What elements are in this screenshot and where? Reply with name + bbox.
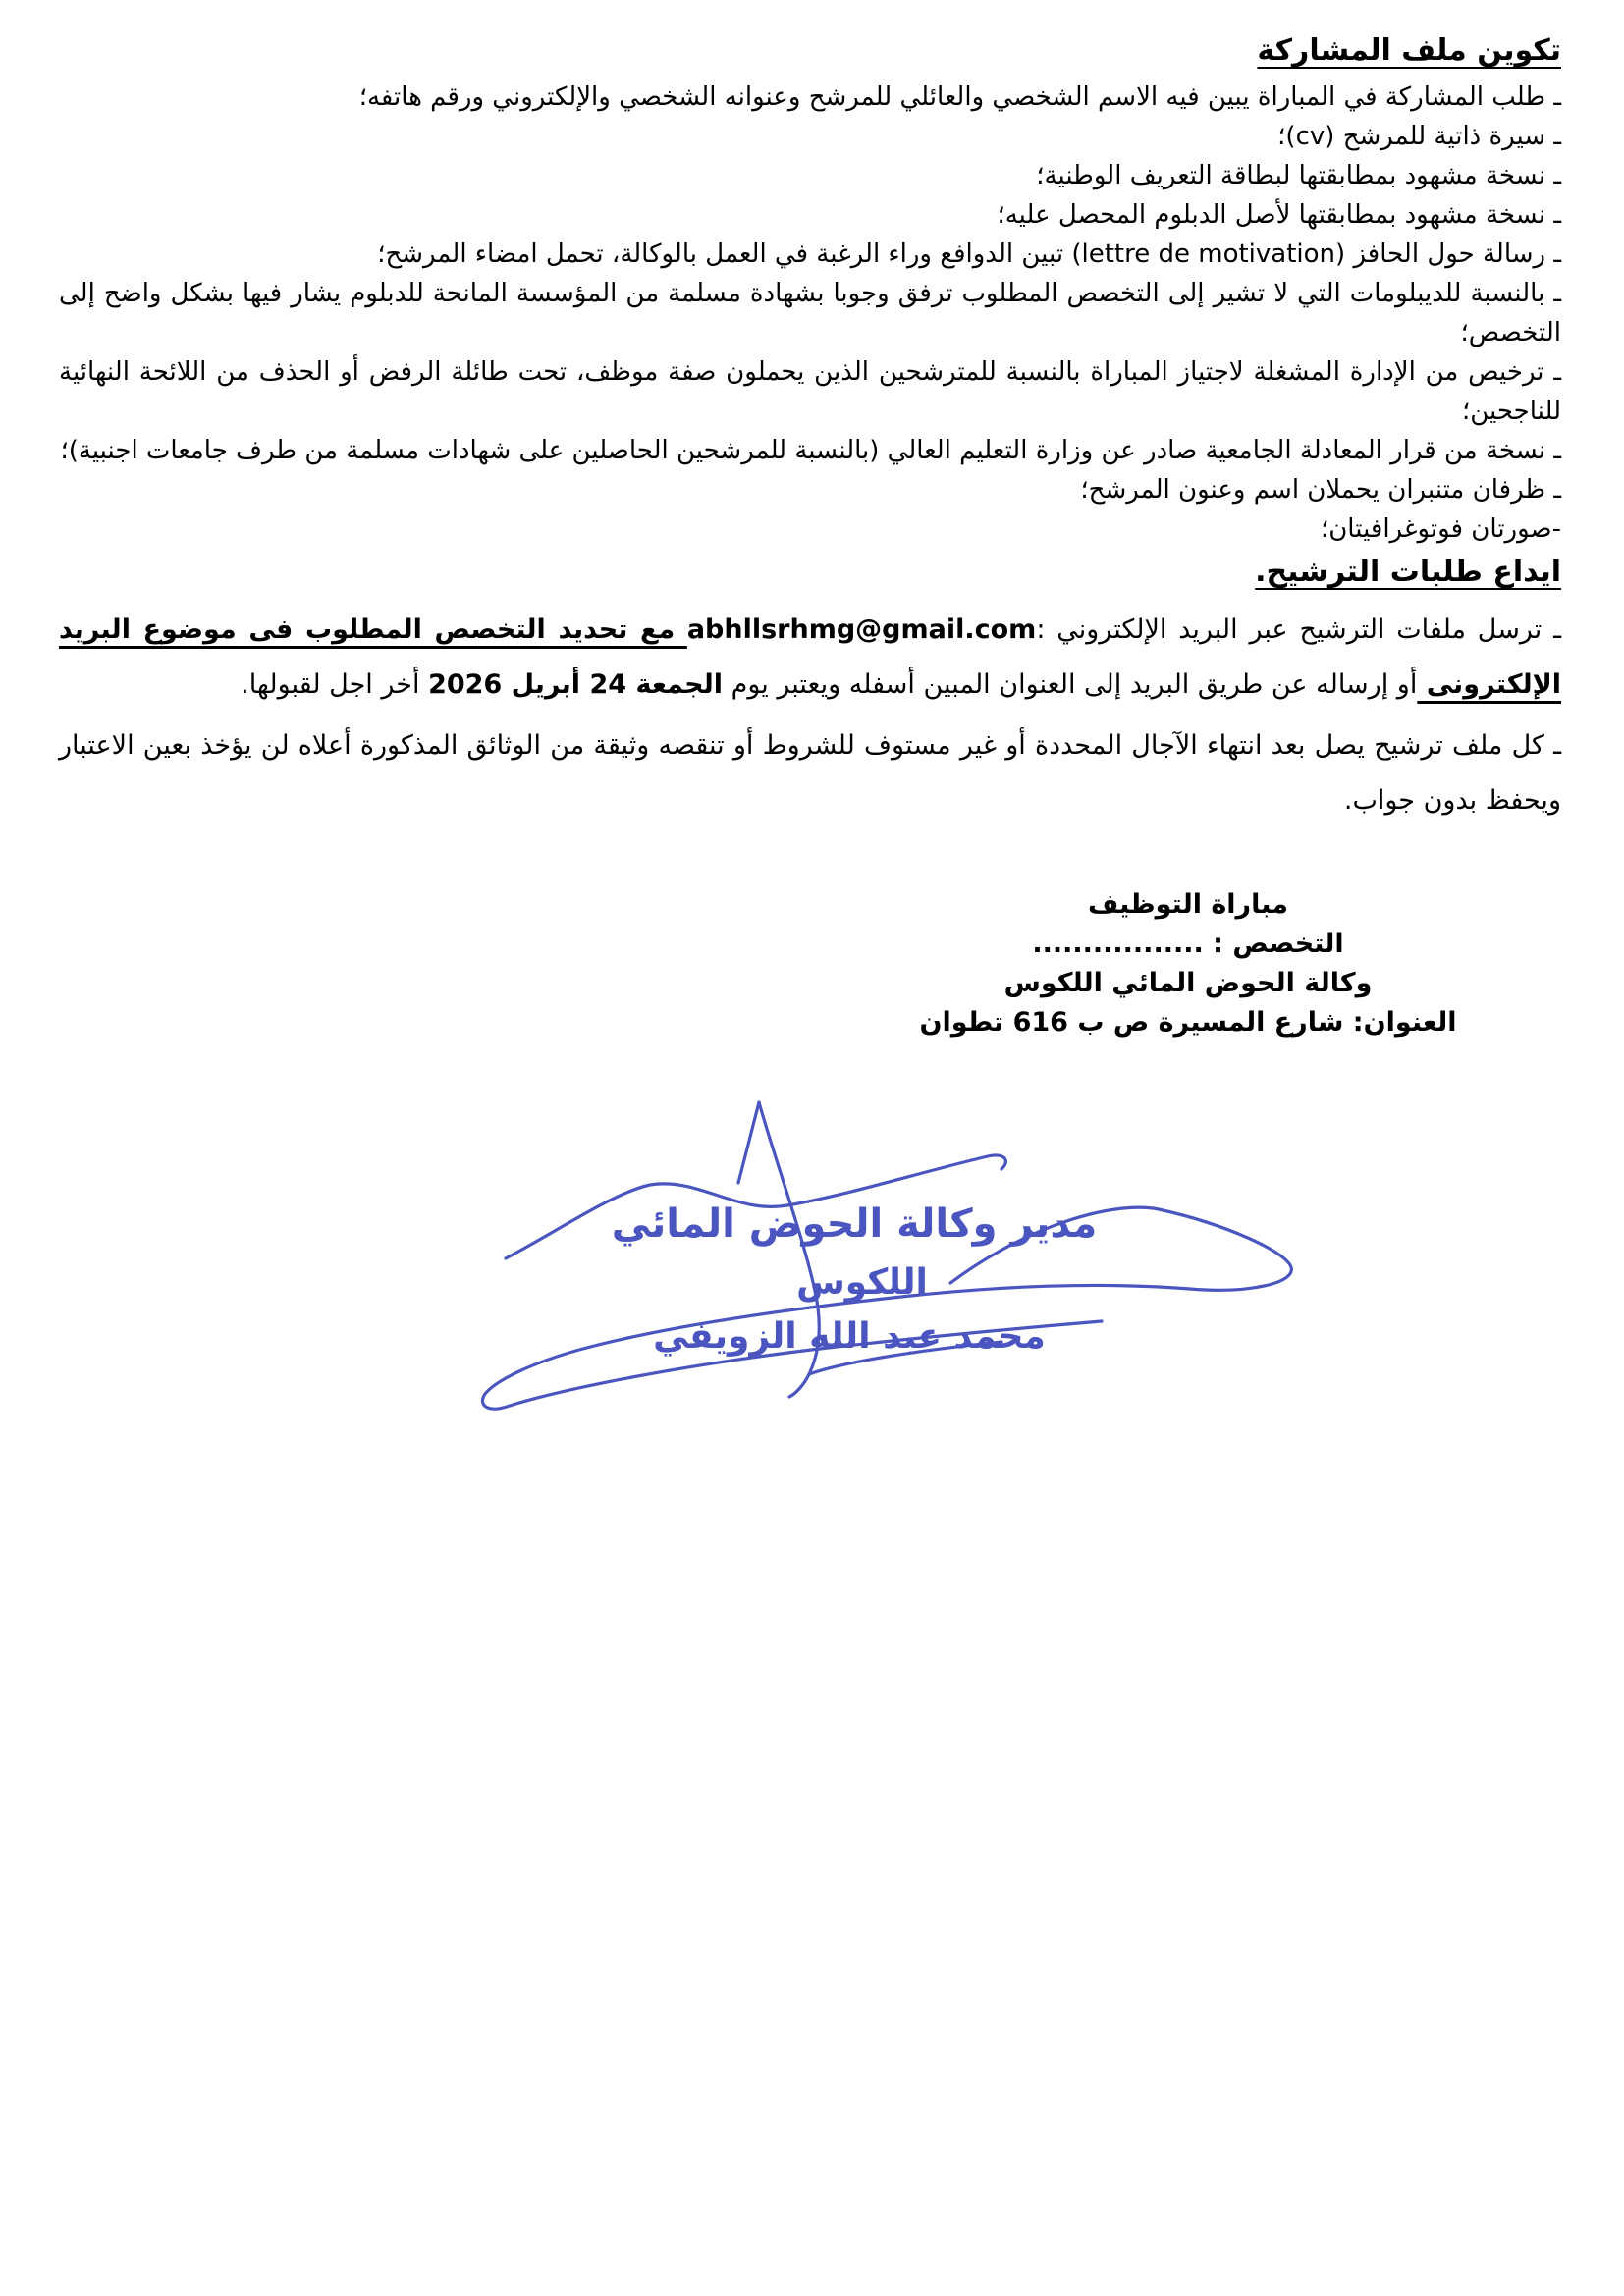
requirement-item: ـ سيرة ذاتية للمرشح (cv)؛ <box>1277 122 1561 151</box>
submission-email-address: abhllsrhmg@gmail.com <box>686 614 1037 645</box>
requirement-item: ـ نسخة من قرار المعادلة الجامعية صادر عن وزارة التعليم العالي (بالنسبة للمرشحين الحاصلين على شهادات مسلمة من طرف جامعات اجنبية)؛ <box>60 436 1561 465</box>
submission-deadline-date: الجمعة 24 أبريل 2026 <box>428 669 724 700</box>
requirement-item: ـ طلب المشاركة في المباراة يبين فيه الاسم الشخصي والعائلي للمرشح وعنوانه الشخصي والإلكتروني ورقم هاتفه؛ <box>358 82 1561 112</box>
signature-stroke-spike <box>738 1102 759 1183</box>
requirement-item: -صورتان فوتوغرافيتان؛ <box>1320 514 1561 544</box>
submission-paragraph-email <box>59 603 1561 713</box>
signature-stamp <box>412 1055 1335 1448</box>
submission-subject-requirement-text: مع تحديد التخصص المطلوب فى موضوع البريد الإلكترونى <box>59 614 1561 700</box>
address-line-agency: وكالة الحوض المائي اللكوس <box>1003 968 1373 998</box>
requirement-item: ـ بالنسبة للديبلومات التي لا تشير إلى التخصص المطلوب ترفق وجوبا بشهادة مسلمة من المؤسسة المانحة للدبلوم يشار فيها بشكل واضح إلى التخصص؛ <box>59 279 1561 347</box>
submission-mail-option-text: أو إرساله عن طريق البريد إلى العنوان المبين أسفله ويعتبر يوم <box>723 669 1418 700</box>
requirement-item: ـ نسخة مشهود بمطابقتها لأصل الدبلوم المحصل عليه؛ <box>997 200 1561 230</box>
address-line-specialty: التخصص : ................. <box>1032 929 1344 959</box>
signature-stamp-text <box>612 1201 1097 1357</box>
submission-paragraph-warning: ـ كل ملف ترشيح يصل بعد انتهاء الآجال المحددة أو غير مستوف للشروط أو تنقصه وثيقة من الوثائق المذكورة أعلاه لن يؤخذ بعين الاعتبار ويحفظ بدون جواب. <box>59 730 1561 816</box>
signature-graphic <box>412 1055 1335 1448</box>
requirement-item: ـ ظرفان متنبران يحملان اسم وعنون المرشح؛ <box>1080 475 1561 505</box>
section-title-participation-file: تكوين ملف المشاركة <box>1257 33 1561 68</box>
signature-pen-strokes <box>482 1102 1291 1409</box>
document-content <box>0 0 1624 1042</box>
signature-director-name: محمد عبد الله الزويفي <box>653 1316 1046 1357</box>
submission-intro-text: ـ ترسل ملفات الترشيح عبر البريد الإلكتروني : <box>1036 614 1562 645</box>
address-line-street: العنوان: شارع المسيرة ص ب 616 تطوان <box>919 1007 1457 1038</box>
requirement-item: ـ رسالة حول الحافز (lettre de motivation) تبين الدوافع وراء الرغبة في العمل بالوكالة، تحمل امضاء المرشح؛ <box>377 240 1561 269</box>
address-line-competition: مباراة التوظيف <box>1088 889 1288 920</box>
requirement-item: ـ نسخة مشهود بمطابقتها لبطاقة التعريف الوطنية؛ <box>1036 161 1561 190</box>
signature-title-line1: مدير وكالة الحوض المائي <box>611 1201 1098 1247</box>
signature-title-line2: اللكوس <box>796 1262 928 1303</box>
mailing-address-block <box>815 885 1561 1042</box>
submission-deadline-suffix-text: أخر اجل لقبولها. <box>241 669 429 700</box>
requirement-item: ـ ترخيص من الإدارة المشغلة لاجتياز المباراة بالنسبة للمترشحين الذين يحملون صفة موظف، تحت طائلة الرفض أو الحذف من اللائحة النهائية للناجحين؛ <box>59 357 1561 426</box>
section-title-application-submission: ايداع طلبات الترشيح. <box>1255 555 1561 589</box>
